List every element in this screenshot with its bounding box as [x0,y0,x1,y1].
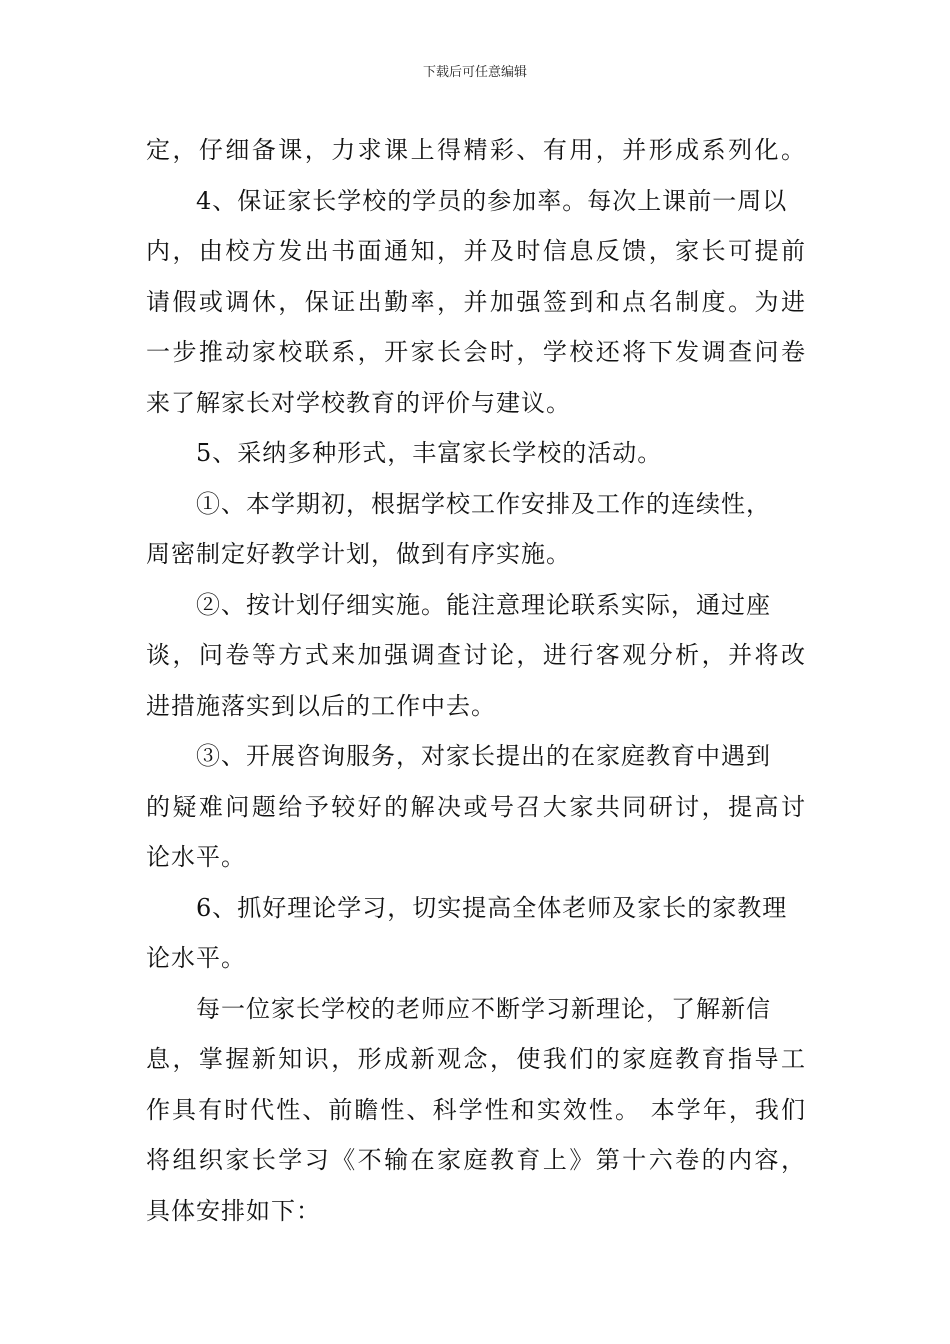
text-line: 5、采纳多种形式，丰富家长学校的活动。 [196,439,663,467]
page-header: 下载后可任意编辑 [422,65,527,80]
text-line: 请假或调休，保证出勤率，并加强签到和点名制度。为进 [146,287,806,316]
text-line: 周密制定好教学计划，做到有序实施。 [146,540,571,568]
text-line: 4、保证家长学校的学员的参加率。每次上课前一周以 [196,186,788,215]
text-line: ③、开展咨询服务，对家长提出的在家庭教育中遇到 [196,742,771,770]
text-line: 论水平。 [146,944,246,972]
text-line: 具体安排如下： [146,1196,321,1225]
text-line: 论水平。 [146,843,246,871]
text-line: 内，由校方发出书面通知，并及时信息反馈，家长可提前 [146,237,806,265]
document-body [146,125,816,1236]
text-line: 进措施落实到以后的工作中去。 [146,691,496,720]
text-line: 的疑难问题给予较好的解决或号召大家共同研讨，提高讨 [146,792,806,821]
text-line: ①、本学期初，根据学校工作安排及工作的连续性， [196,489,771,518]
text-line: 6、抓好理论学习，切实提高全体老师及家长的家教理 [196,893,788,922]
text-line: 作具有时代性、前瞻性、科学性和实效性。 本学年，我们 [146,1095,806,1124]
text-line: 每一位家长学校的老师应不断学习新理论，了解新信 [196,994,771,1023]
text-line: 来了解家长对学校教育的评价与建议。 [146,388,571,417]
text-line: 谈，问卷等方式来加强调查讨论，进行客观分析，并将改 [146,641,806,669]
text-line: 一步推动家校联系，开家长会时，学校还将下发调查问卷 [146,338,806,366]
text-line: 定，仔细备课，力求课上得精彩、有用，并形成系列化。 [146,136,806,164]
text-line: ②、按计划仔细实施。能注意理论联系实际，通过座 [196,590,771,619]
text-line: 将组织家长学习《不输在家庭教育上》第十六卷的内容， [146,1146,806,1174]
text-line: 息，掌握新知识，形成新观念，使我们的家庭教育指导工 [146,1045,806,1073]
